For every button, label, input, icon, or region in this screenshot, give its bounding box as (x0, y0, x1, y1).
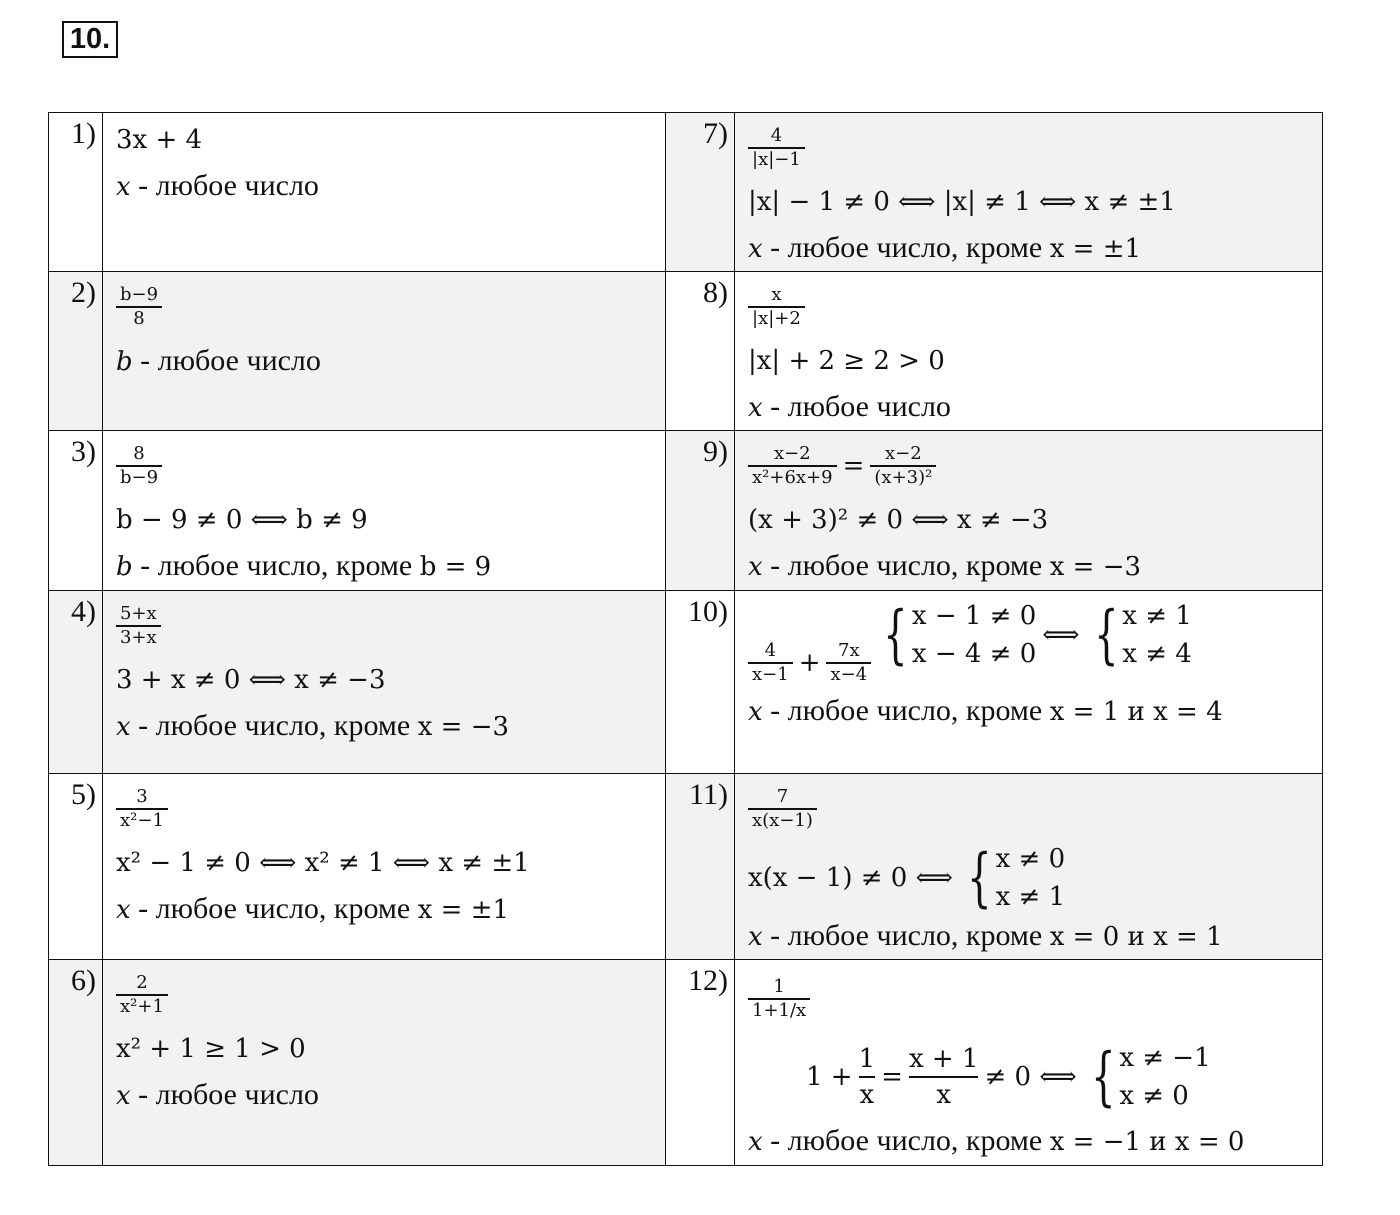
answer-line: x - любое число, кроме x = ±1 (748, 231, 1142, 264)
item-7-cell (735, 113, 1323, 272)
table-row (49, 774, 1323, 960)
fraction-line (116, 435, 665, 497)
fraction-line (116, 276, 665, 338)
item-number: 10) (666, 591, 735, 774)
system-condition (875, 595, 1192, 675)
item-number: 7) (666, 113, 735, 272)
fraction: $\frac{5+x}{3+x}$ (116, 603, 161, 649)
fraction-line (748, 778, 1322, 840)
fraction: $\frac{x-2}{\text{(x+3)²}}$ (870, 443, 936, 489)
table-row (49, 272, 1323, 431)
table-row (49, 431, 1323, 591)
fraction: $\frac{4}{|x|-1}$ (748, 125, 805, 171)
answer-line: x - любое число, кроме x = −3 (748, 549, 1142, 582)
system-right: { x ≠ 0 x ≠ 1 (967, 841, 1066, 915)
equals-sign: = (842, 451, 865, 481)
item-number: 5) (49, 774, 103, 960)
item-number: 4) (49, 591, 103, 774)
item-6-cell (103, 960, 666, 1166)
answer-line: b - любое число, кроме b = 9 (116, 549, 492, 582)
table-row (49, 960, 1323, 1166)
fraction-line (116, 778, 665, 840)
item-number: 8) (666, 272, 735, 431)
fraction: $\frac{4}{x-1}$ (748, 640, 793, 686)
answer-line: x - любое число, кроме x = 1 и x = 4 (748, 694, 1223, 727)
item-1-cell (103, 113, 666, 272)
solutions-table (48, 112, 1323, 1166)
answer-line: x - любое число (748, 390, 951, 423)
fraction: x + 1 x (908, 1044, 979, 1110)
answer-line: x - любое число (116, 1078, 319, 1111)
fraction-line (116, 964, 665, 1026)
table-row (49, 591, 1323, 774)
item-number: 9) (666, 431, 735, 591)
answer-line: x - любое число, кроме x = −3 (116, 709, 510, 742)
item-number: 2) (49, 272, 103, 431)
answer-line: x - любое число (116, 169, 319, 202)
fraction-line (748, 435, 936, 497)
item-8-cell (735, 272, 1323, 431)
answer-line: x - любое число, кроме x = −1 и x = 0 (748, 1124, 1245, 1157)
system-right: { x ≠ −1 x ≠ 0 (1090, 1040, 1211, 1114)
system-left: { x − 1 ≠ 0 x − 4 ≠ 0 (883, 598, 1037, 672)
item-10-cell (735, 591, 1323, 774)
fraction: $\frac{7x}{x-4}$ (826, 640, 871, 686)
fraction-line (116, 595, 665, 657)
big-expression: 1 + 1 x = x + 1 x ≠ 0 ⟺ { x ≠ −1 x ≠ 0 (806, 1040, 1211, 1114)
condition: 3 + x ≠ 0 ⟺ x ≠ −3 (116, 665, 386, 695)
item-2-cell (103, 272, 666, 431)
table-row (49, 113, 1323, 272)
condition: x² + 1 ≥ 1 > 0 (116, 1034, 306, 1064)
item-4-cell (103, 591, 666, 774)
fraction: $\frac{8}{b-9}$ (116, 443, 162, 489)
item-3-cell (103, 431, 666, 591)
condition: |x| − 1 ≠ 0 ⟺ |x| ≠ 1 ⟺ x ≠ ±1 (748, 187, 1176, 217)
answer-line: x - любое число, кроме x = ±1 (116, 892, 510, 925)
fraction-line (748, 117, 1322, 179)
fraction: $\frac{7}{x(x-1)}$ (748, 786, 817, 832)
fraction-line (748, 634, 871, 692)
item-12-cell (735, 960, 1323, 1166)
fraction-line (748, 276, 1322, 338)
fraction: $\frac{x-2}{\text{x²+6x+9}}$ (748, 443, 837, 489)
item-9-cell (735, 431, 1323, 591)
plus-sign: + (798, 648, 821, 678)
item-number: 6) (49, 960, 103, 1166)
answer-line: b - любое число (116, 344, 321, 377)
condition: |x| + 2 ≥ 2 > 0 (748, 346, 945, 376)
system-right: { x ≠ 1 x ≠ 4 (1093, 598, 1192, 672)
fraction: $\frac{2}{\text{x²+1}}$ (116, 972, 168, 1018)
fraction: $\frac{b-9}{8}$ (116, 284, 162, 330)
fraction-line (748, 964, 1322, 1034)
expression: 3x + 4 (116, 125, 203, 155)
fraction: $\frac{x}{|x|+2}$ (748, 284, 805, 330)
fraction: $\frac{1}{1+1/x}$ (748, 976, 810, 1022)
fraction: $\frac{3}{\text{x²−1}}$ (116, 786, 168, 832)
system-condition: x(x − 1) ≠ 0 ⟺ { x ≠ 0 x ≠ 1 (748, 841, 1066, 915)
item-number: 1) (49, 113, 103, 272)
task-number-box: 10. (62, 21, 118, 58)
condition: (x + 3)² ≠ 0 ⟺ x ≠ −3 (748, 505, 1049, 535)
item-number: 11) (666, 774, 735, 960)
item-5-cell (103, 774, 666, 960)
item-number: 12) (666, 960, 735, 1166)
equivalence-sign: ⟺ (1042, 620, 1080, 650)
item-number: 3) (49, 431, 103, 591)
answer-line: x - любое число, кроме x = 0 и x = 1 (748, 919, 1223, 952)
condition: x² − 1 ≠ 0 ⟺ x² ≠ 1 ⟺ x ≠ ±1 (116, 848, 530, 878)
condition: b − 9 ≠ 0 ⟺ b ≠ 9 (116, 505, 368, 535)
item-11-cell (735, 774, 1323, 960)
fraction: 1 x (858, 1044, 876, 1110)
